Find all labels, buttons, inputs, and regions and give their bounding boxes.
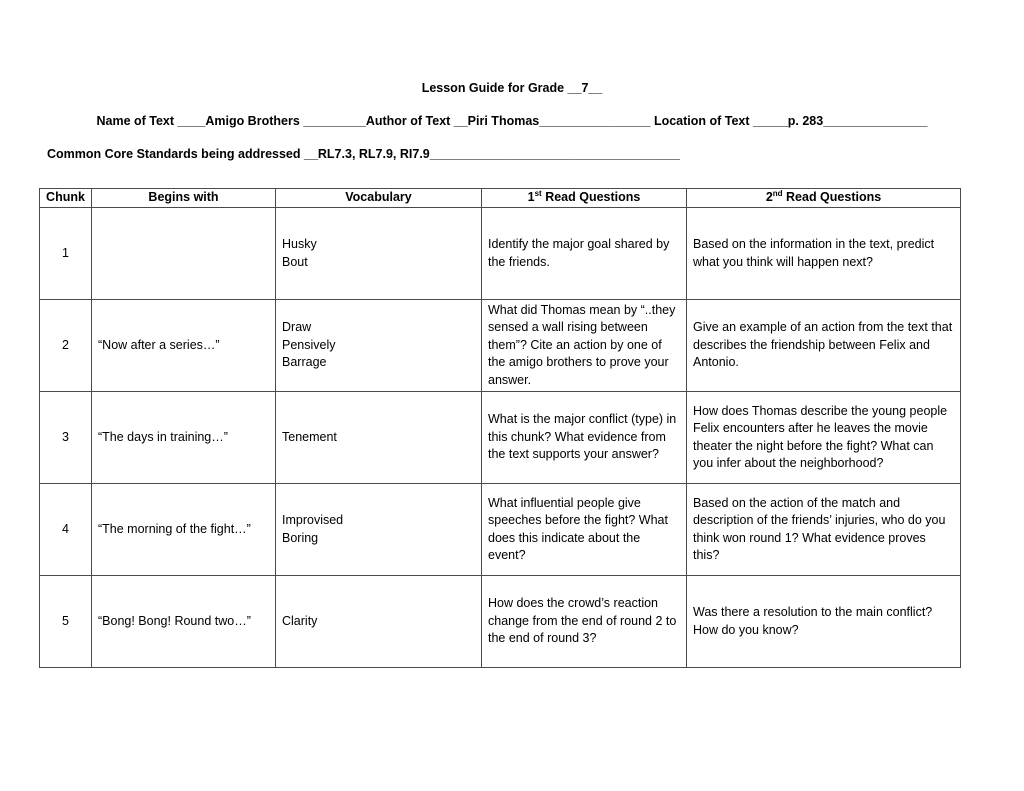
table-row — [40, 300, 961, 392]
chunk-number-cell: 2 — [40, 300, 92, 392]
chunk-number-cell: 1 — [40, 208, 92, 300]
table-header-row — [40, 189, 961, 208]
begins-with-cell: “The morning of the fight…” — [92, 484, 276, 576]
second-read-question-cell: Based on the action of the match and description of the friends’ injuries, who do you think won round 1? What evidence proves this? — [687, 484, 961, 576]
second-read-question-cell: How does Thomas describe the young people Felix encounters after he leaves the movie theater the night before the fight? What can you infer about the neighborhood? — [687, 392, 961, 484]
second-read-question-cell: Based on the information in the text, predict what you think will happen next? — [687, 208, 961, 300]
first-read-number: 1 — [527, 190, 535, 205]
begins-with-cell: “The days in training…” — [92, 392, 276, 484]
table-body — [40, 208, 961, 668]
standards-line: Common Core Standards being addressed __RL7.3, RL7.9, RI7.9____________________________________ — [47, 147, 681, 161]
vocabulary-cell — [276, 208, 482, 300]
text-author-field: Author of Text __Piri Thomas________________ — [365, 114, 651, 128]
chunk-number-cell: 5 — [40, 576, 92, 668]
begins-with-cell: “Now after a series…” — [92, 300, 276, 392]
column-header-second-read — [687, 189, 961, 208]
lesson-table — [39, 188, 961, 668]
first-read-question-cell: Identify the major goal shared by the friends. — [482, 208, 687, 300]
vocabulary-cell — [276, 576, 482, 668]
first-read-label: Read Questions — [541, 190, 641, 205]
vocabulary-cell — [276, 392, 482, 484]
first-read-ordinal: st — [534, 189, 542, 199]
table-row — [40, 392, 961, 484]
second-read-question-cell: Was there a resolution to the main conflict? How do you know? — [687, 576, 961, 668]
vocabulary-cell — [276, 484, 482, 576]
page-title: Lesson Guide for Grade __7__ — [421, 81, 603, 95]
first-read-question-cell: What influential people give speeches before the fight? What does this indicate about the event? — [482, 484, 687, 576]
second-read-label: Read Questions — [782, 190, 882, 205]
column-header-begins-with: Begins with — [92, 189, 276, 208]
vocabulary-word: Draw — [282, 320, 312, 335]
vocabulary-word: Tenement — [282, 429, 337, 444]
vocabulary-word: Improvised — [282, 513, 344, 527]
vocabulary-word: Bout — [282, 254, 308, 269]
second-read-question-cell: Give an example of an action from the text that describes the friendship between Felix and Antonio. — [687, 300, 961, 392]
text-name-field: Name of Text ____Amigo Brothers _________ — [96, 114, 366, 128]
table-row — [40, 576, 961, 668]
text-location-field: Location of Text _____p. 283_______________ — [650, 114, 928, 128]
vocabulary-cell — [276, 300, 482, 392]
vocabulary-word: Clarity — [282, 613, 318, 628]
begins-with-cell — [92, 208, 276, 300]
vocabulary-word: Husky — [282, 237, 317, 251]
first-read-question-cell: What is the major conflict (type) in this chunk? What evidence from the text supports your answer? — [482, 392, 687, 484]
first-read-question-cell: How does the crowd’s reaction change from the end of round 2 to the end of round 3? — [482, 576, 687, 668]
vocabulary-word: Boring — [282, 530, 319, 545]
text-info-line — [0, 114, 1024, 128]
chunk-number-cell: 4 — [40, 484, 92, 576]
chunk-number-cell: 3 — [40, 392, 92, 484]
begins-with-cell: “Bong! Bong! Round two…” — [92, 576, 276, 668]
vocabulary-word: Pensively — [282, 337, 336, 352]
first-read-question-cell: What did Thomas mean by “..they sensed a wall rising between them”? Cite an action by one of the amigo brothers to prove your answer. — [482, 300, 687, 392]
second-read-number: 2 — [765, 190, 773, 205]
table-row — [40, 484, 961, 576]
table-row — [40, 208, 961, 300]
column-header-vocabulary: Vocabulary — [276, 189, 482, 208]
second-read-ordinal: nd — [772, 189, 783, 199]
column-header-chunk: Chunk — [40, 189, 92, 208]
vocabulary-word: Barrage — [282, 355, 327, 370]
column-header-first-read — [482, 189, 687, 208]
